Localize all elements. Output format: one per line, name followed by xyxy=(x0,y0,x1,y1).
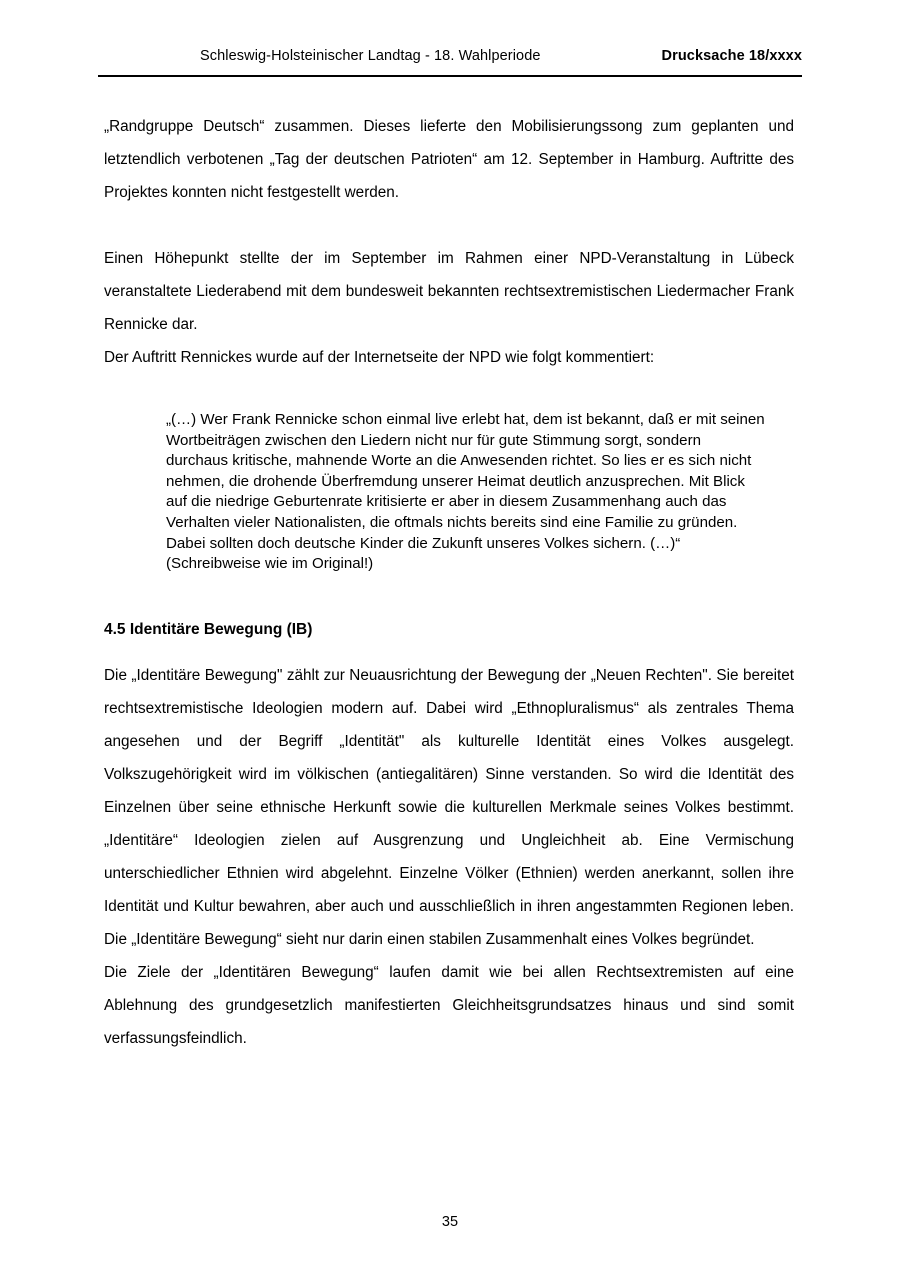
header-left-text: Schleswig-Holsteinischer Landtag - 18. Wahlperiode xyxy=(200,48,541,64)
header-divider xyxy=(98,75,802,77)
header-right-text: Drucksache 18/xxxx xyxy=(661,48,802,64)
paragraph-2: Einen Höhepunkt stellte der im September im Rahmen einer NPD-Veranstaltung in Lübeck veranstaltete Liederabend mit dem bundesweit bekannten rechtsextremistischen Liedermacher Frank Rennicke dar. xyxy=(104,250,794,333)
section-heading-4-5: 4.5 Identitäre Bewegung (IB) xyxy=(104,620,313,638)
page-number: 35 xyxy=(441,1214,459,1230)
paragraph-1: „Randgruppe Deutsch“ zusammen. Dieses lieferte den Mobilisierungssong zum geplanten und letztendlich verbotenen „Tag der deutschen Patrioten“ am 12. September in Hamburg. Auftritte des Projektes konnten nicht festgestellt werden. xyxy=(104,118,794,201)
paragraph-4: Die „Identitäre Bewegung" zählt zur Neuausrichtung der Bewegung der „Neuen Rechten". Sie bereitet rechtsextremistische Ideologien modern auf. Dabei wird „Ethnopluralismus“ als zentrales Thema angesehen und der Begriff „Identität" als kulturelle Identität eines Volkes ausgelegt. Volkszugehörigkeit wird im völkischen (antiegalitären) Sinne verstanden. So wird die Identität des Einzelnen über seine ethnische Herkunft sowie die kulturellen Merkmale seines Volkes bestimmt. „Identitäre“ Ideologien zielen auf Ausgrenzung und Ungleichheit ab. Eine Vermischung unterschiedlicher Ethnien wird abgelehnt. Einzelne Völker (Ethnien) werden anerkannt, sollen ihre Identität und Kultur bewahren, aber auch und ausschließlich in ihren angestammten Regionen leben. Die „Identitäre Bewegung“ sieht nur darin einen stabilen Zusammenhalt eines Volkes begründet. xyxy=(104,666,794,948)
paragraph-spacer xyxy=(104,209,794,242)
paragraph-5: Die Ziele der „Identitären Bewegung“ laufen damit wie bei allen Rechtsextremisten auf eine Ablehnung des grundgesetzlich manifestierten Gleichheitsgrundsatzes hinaus und sind somit verfassungsfeindlich. xyxy=(104,963,794,1047)
paragraph-3: Der Auftritt Rennickes wurde auf der Internetseite der NPD wie folgt kommentiert: xyxy=(104,349,655,366)
quotation-text: „(…) Wer Frank Rennicke schon einmal live erlebt hat, dem ist bekannt, daß er mit seinen Wortbeiträgen zwischen den Liedern nicht nur für gute Stimmung sorgt, sondern durchaus kritische, mahnende Worte an die Anwesenden richtet. So lies er es sich nicht nehmen, die drohende Überfremdung unserer Heimat deutlich anzusprechen. Mit Blick auf die niedrige Geburtenrate kritisierte er aber in diesem Zusammenhang auch das Verhalten vieler Nationalisten, die oftmals nichts bereits sind eine Familie zu gründen. Dabei sollten doch deutsche Kinder die Zukunft unseres Volkes sichern. (…)“ xyxy=(166,411,765,552)
quotation-note: (Schreibweise wie im Original!) xyxy=(166,555,374,573)
quotation-block xyxy=(166,410,766,575)
document-content xyxy=(104,110,794,1055)
page-header xyxy=(98,48,802,64)
